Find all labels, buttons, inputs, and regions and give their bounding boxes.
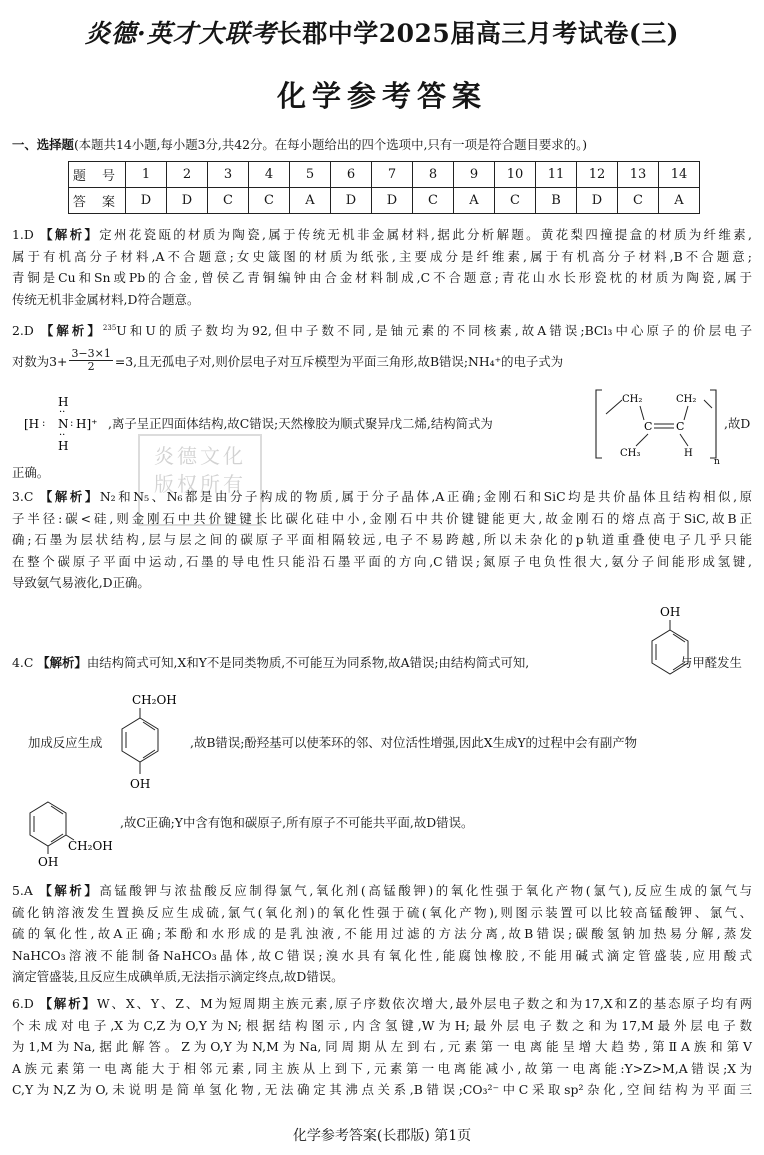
question-number: 1.D: [12, 227, 34, 242]
question-number-cell: 2: [167, 162, 208, 188]
question-number-cell: 6: [331, 162, 372, 188]
analysis-tag: 【解析】: [39, 883, 100, 898]
group-oh: OH: [660, 605, 681, 619]
text-line: 硫化钠溶液发生置换反应生成硫,氯气(氧化剂)的氧化性强于硫(氧化产物),则图示装置可以比较高锰酸钾、氯气、: [12, 904, 752, 920]
answer-cell: C: [495, 188, 536, 214]
row-label: 答 案: [69, 188, 126, 214]
answer-cell: A: [659, 188, 700, 214]
fraction-denominator: 2: [87, 360, 95, 373]
answer-cell: D: [126, 188, 167, 214]
question-number: 6.D: [12, 996, 34, 1011]
text-line: NaHCO₃溶液不能制备NaHCO₃晶体,故C错误;溴水具有氧化性,能腐蚀橡胶,不能用碱式滴定管盛装,应用酸式: [12, 947, 752, 963]
answer-cell: D: [331, 188, 372, 214]
hydroxybenzyl-alcohol-structure: [118, 690, 190, 796]
question-6: [12, 993, 752, 1101]
answer-cell: B: [536, 188, 577, 214]
analysis-tag: 【解析】: [37, 655, 87, 670]
svg-text::: :: [70, 418, 74, 429]
question-number-cell: 11: [536, 162, 577, 188]
text-line: 青铜是Cu和Sn或Pb的合金,曾侯乙青铜编钟由合金材料制成,C不合题意;青花山水长形瓷枕的材质为陶瓷,属于: [12, 270, 752, 285]
text-line: 正确。: [12, 465, 50, 480]
text-line: 与甲醛发生: [680, 655, 742, 670]
question-2-line-2: [12, 348, 752, 373]
brand-logo: 炎德·英才大联考: [85, 19, 277, 48]
text-line: 个未成对电子,X为C,Z为O,Y为N;根据结构图示,内含氢键,W为H;最外层电子数之和为17,M最外层电子数: [12, 1017, 752, 1033]
answer-cell: A: [454, 188, 495, 214]
answer-cell: C: [249, 188, 290, 214]
repeat-n: n: [714, 457, 720, 464]
question-number-cell: 1: [126, 162, 167, 188]
question-number-cell: 4: [249, 162, 290, 188]
answer-cell: C: [618, 188, 659, 214]
bracket-left: [H: [24, 417, 40, 431]
text-line: 传统无机非金属材料,D符合题意。: [12, 291, 200, 307]
atom-h: H: [58, 395, 69, 409]
text-line: 为1,M为Na,据此解答。Z为O,Y为N,M为Na,同周期从左到右,元素第一电离能呈增大趋势,第ⅡA族和第Ⅴ: [12, 1039, 752, 1054]
answer-cell: A: [290, 188, 331, 214]
question-number-cell: 3: [208, 162, 249, 188]
text-line: 硫的氧化性,故A正确;苯酚和水形成的是乳浊液,不能用过滤的方法分离,故B错误;碳酸氢钠加热易分解,蒸发: [12, 926, 752, 941]
group-oh: OH: [130, 777, 151, 791]
analysis-tag: 【解析】: [40, 323, 103, 339]
question-1: [12, 224, 752, 310]
question-number-cell: 8: [413, 162, 454, 188]
text-line: N₂和N₅、N₆都是由分子构成的物质,属于分子晶体,A正确;金刚石和SiC均是共价晶体且结构相似,原: [99, 489, 752, 504]
table-row: [69, 162, 700, 188]
svg-text::: :: [42, 418, 46, 429]
table-row: [69, 188, 700, 214]
group-ch3: CH₃: [620, 448, 641, 459]
ortho-hydroxybenzyl-alcohol-structure: [22, 796, 122, 870]
question-4-line-1: [12, 653, 529, 671]
bracket-right: H]⁺: [76, 417, 98, 431]
analysis-tag: 【解析】: [39, 996, 97, 1011]
section-desc: (本题共14小题,每小题3分,共42分。在每小题给出的四个选项中,只有一项是符合题目要求的。): [73, 137, 588, 152]
exam-title: 长郡中学2025届高三月考试卷(三): [276, 19, 679, 48]
answer-table: [68, 161, 700, 214]
question-number-cell: 13: [618, 162, 659, 188]
section-label: 一、选择题: [12, 137, 74, 152]
question-3: [12, 486, 752, 594]
watermark-line: 版权所有: [154, 472, 246, 496]
atom-h: H: [58, 439, 69, 453]
text-line: ,故B错误;酚羟基可以使苯环的邻、对位活性增强,因此X生成Y的过程中会有副产物: [190, 735, 638, 750]
text-line: 高锰酸钾与浓盐酸反应制得氯气,氧化剂(高锰酸钾)的氧化性强于氧化产物(氯气),反应生成的氯气与: [99, 883, 752, 898]
question-number: 4.C: [12, 655, 34, 670]
text-line: 由结构简式可知,X和Y不是同类物质,不可能互为同系物,故A错误;由结构简式可知,: [86, 655, 530, 670]
text-line: 子半径:碳<硅,则金刚石中共价键键长比碳化硅中小,金刚石中共价键键能更大,故金刚石的熔点高于SiC,故B正: [12, 510, 752, 526]
question-number-cell: 9: [454, 162, 495, 188]
text-line: ,故D: [724, 416, 751, 431]
text-line: =3,且无孤电子对,则价层电子对互斥模型为平面三角形,故B错误;NH₄⁺的电子式为: [114, 353, 564, 369]
text-line: W、X、Y、Z、M为短周期主族元素,原子序数依次增大,最外层电子数之和为17,X和Z的基态原子均有两: [96, 996, 753, 1011]
text-line: 确;石墨为层状结构,层与层之间的碳原子平面相隔较远,电子不易跨越,所以未杂化的p轨道重叠使电子几乎只能: [12, 532, 752, 547]
fraction: [69, 348, 112, 373]
ammonium-structure: [22, 392, 114, 460]
question-number: 5.A: [12, 883, 33, 898]
text-line: C,Y为N,Z为O,未说明是简单氢化物,无法确定其沸点关系,B错误;CO₃²⁻中C采取sp²杂化,空间结构为平面三: [12, 1082, 752, 1097]
svg-text:··: ··: [59, 407, 66, 418]
subject-title: 化学参考答案: [276, 79, 487, 113]
atom-c: C: [676, 420, 685, 433]
atom-n: N: [58, 417, 69, 431]
text-line: ,离子呈正四面体结构,故C错误;天然橡胶为顺式聚异戊二烯,结构简式为: [108, 416, 493, 431]
analysis-tag: 【解析】: [39, 489, 100, 504]
text-line: ,故C正确;Y中含有饱和碳原子,所有原子不可能共平面,故D错误。: [120, 815, 474, 830]
answer-cell: C: [413, 188, 454, 214]
text-line: 在整个碳原子平面中运动,石墨的导电性只能沿石墨平面的方向,C错误;氮原子电负性很大,氨分子间能形成氢键,: [12, 553, 752, 569]
text-line: 属于有机高分子材料,A不合题意;女史箴图的材质为纸张,主要成分是纤维素,属于有机高分子材料,B不合题意;: [12, 248, 752, 264]
row-label: 题 号: [69, 162, 126, 188]
exam-header: [0, 14, 764, 50]
section-heading: [12, 135, 587, 153]
group-ch2oh: CH₂OH: [68, 839, 113, 853]
atom-c: C: [644, 420, 653, 433]
question-2: [12, 318, 752, 342]
question-number-cell: 7: [372, 162, 413, 188]
question-number: 2.D: [12, 323, 34, 339]
question-number-cell: 12: [577, 162, 618, 188]
text-line: U和U的质子数均为92,但中子数不同,是铀元素的不同核素,故A错误;BCl₃中心原子的价层电子: [116, 323, 752, 339]
group-oh: OH: [38, 855, 59, 869]
mass-number: 235: [102, 324, 117, 332]
answer-cell: D: [167, 188, 208, 214]
question-number-cell: 5: [290, 162, 331, 188]
text-line: 定州花瓷瓯的材质为陶瓷,属于传统无机非金属材料,据此分析解题。黄花梨四撞提盒的材质为纤维素,: [99, 227, 752, 242]
answer-cell: D: [372, 188, 413, 214]
question-number-cell: 14: [659, 162, 700, 188]
group-ch2: CH₂: [676, 394, 697, 405]
question-5: [12, 880, 752, 988]
text-line: 滴定管盛装,且反应生成碘单质,无法指示滴定终点,故D错误。: [12, 969, 344, 984]
text-line: 加成反应生成: [28, 735, 103, 750]
answer-cell: D: [577, 188, 618, 214]
fraction-numerator: 3−3×1: [71, 347, 111, 360]
text-line: 导致氨气易液化,D正确。: [12, 575, 150, 590]
question-number-cell: 10: [495, 162, 536, 188]
question-number: 3.C: [12, 489, 34, 504]
analysis-tag: 【解析】: [40, 227, 100, 242]
page-footer: 化学参考答案(长郡版) 第1页: [292, 1128, 472, 1144]
text-line: A族元素第一电离能大于相邻元素,同主族从上到下,元素第一电离能减小,故第一电离能:Y>Z>M,A错误;X为: [12, 1060, 752, 1076]
atom-h: H: [684, 448, 693, 459]
answer-cell: C: [208, 188, 249, 214]
text-line: 对数为3+: [12, 353, 68, 369]
polyisoprene-structure: [592, 384, 724, 464]
group-ch2: CH₂: [622, 394, 643, 405]
group-ch2oh: CH₂OH: [132, 693, 177, 707]
watermark-line: 炎德文化: [154, 444, 246, 468]
svg-text:··: ··: [59, 430, 66, 441]
